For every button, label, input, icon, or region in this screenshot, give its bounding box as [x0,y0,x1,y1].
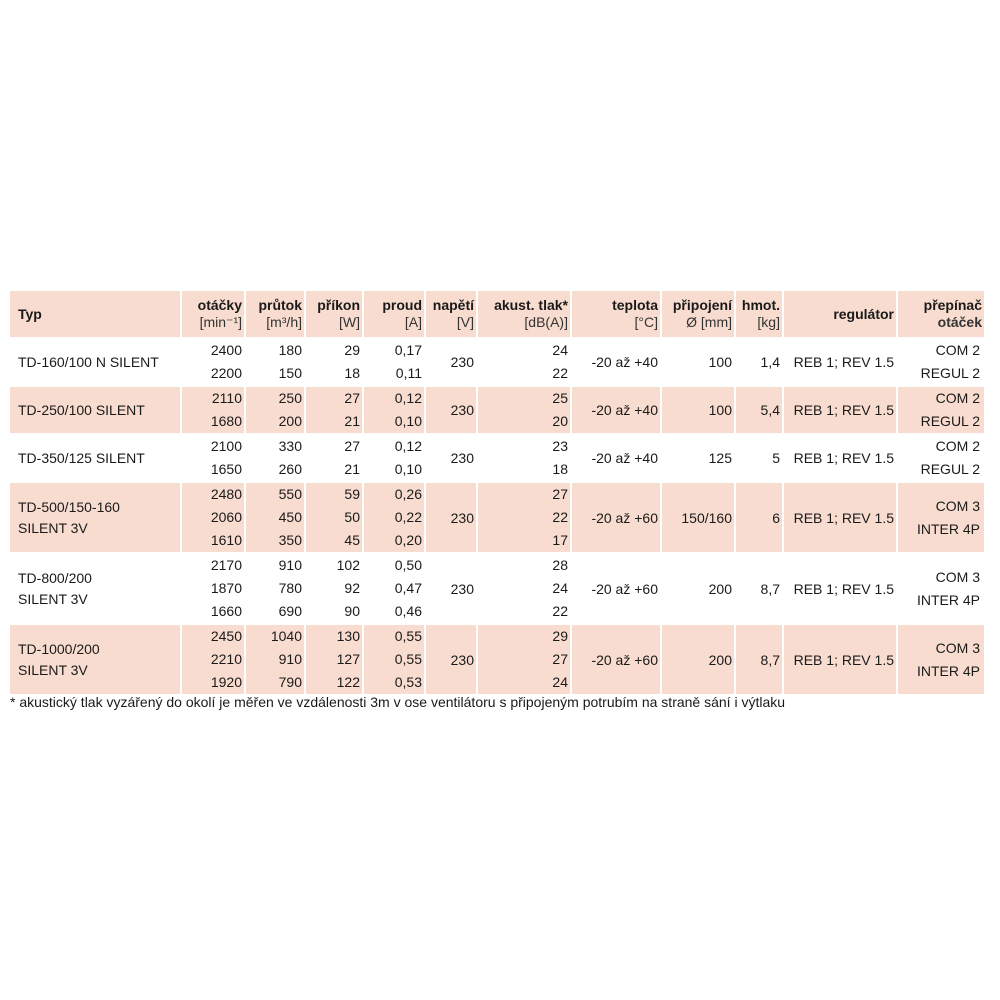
spec-table [8,289,986,696]
cell-prepinac [898,339,984,385]
cell-proud-line: 0,10 [394,461,422,477]
cell-teplota: -20 až +40 [591,450,658,466]
cell-prikon-line: 59 [344,486,360,502]
cell-tlak-line: 29 [552,628,568,644]
cell-proud-line: 0,10 [394,413,422,429]
column-header-label: hmot. [741,297,780,313]
cell-prikon-line: 130 [336,628,360,644]
cell-otacky-line: 2480 [210,486,242,502]
cell-proud [364,339,424,385]
cell-typ [10,339,180,385]
cell-otacky-line: 1610 [210,532,242,548]
cell-otacky-line: 2100 [210,438,242,454]
cell-tlak [478,483,570,552]
cell-prikon-line: 18 [344,365,360,381]
cell-otacky [182,483,244,552]
cell-tlak-line: 18 [552,461,568,477]
column-header-unit: [min⁻¹] [199,314,242,330]
table-row [10,435,984,481]
cell-typ-line: TD-500/150-160 [18,498,120,515]
cell-prikon [306,339,362,385]
cell-tlak-line: 17 [552,532,568,548]
cell-tlak-line: 27 [552,651,568,667]
cell-prikon-line: 90 [344,603,360,619]
table-row [10,554,984,623]
table-row [10,387,984,433]
column-header-prikon [306,291,362,337]
cell-prikon-line: 27 [344,438,360,454]
cell-proud [364,483,424,552]
cell-teplota: -20 až +60 [572,625,660,694]
table-header-row [10,291,984,337]
cell-prepinac-line: COM 3 [935,497,980,514]
cell-prutok-line: 450 [278,509,302,525]
cell-otacky-line: 1680 [210,413,242,429]
cell-typ [10,554,180,623]
cell-proud-line: 0,55 [394,651,422,667]
cell-proud-line: 0,12 [394,390,422,406]
cell-prutok-line: 690 [278,603,302,619]
cell-tlak [478,554,570,623]
cell-typ-line: TD-800/200 [18,569,92,586]
cell-proud [364,625,424,694]
cell-typ-line: SILENT 3V [18,661,88,678]
cell-pripojeni: 100 [708,354,732,370]
cell-prepinac-line: COM 2 [935,342,980,358]
cell-prutok-line: 200 [278,413,302,429]
column-header-unit: [°C] [634,314,658,330]
cell-napeti: 230 [450,450,474,466]
cell-prikon-line: 21 [344,413,360,429]
column-header-label: průtok [258,297,302,313]
cell-prutok-line: 350 [278,532,302,548]
column-header-unit: [dB(A)] [524,314,568,330]
cell-napeti: 230 [450,580,474,597]
cell-proud-line: 0,55 [394,628,422,644]
cell-prepinac [898,554,984,623]
column-header-label: regulátor [833,305,894,322]
cell-prikon-line: 122 [336,674,360,690]
cell-regulator: REB 1; REV 1.5 [793,580,894,597]
cell-prutok-line: 260 [278,461,302,477]
cell-teplota: -20 až +60 [591,580,658,597]
cell-proud-line: 0,20 [394,532,422,548]
cell-regulator: REB 1; REV 1.5 [793,354,894,370]
cell-prutok [246,339,304,385]
cell-otacky [182,554,244,623]
cell-typ-line: SILENT 3V [18,519,88,536]
column-header-label: příkon [317,297,360,313]
cell-tlak-line: 22 [552,509,568,525]
cell-typ-line: TD-1000/200 [18,640,100,657]
column-header-unit: Ø [mm] [686,314,732,330]
cell-pripojeni: 200 [662,625,734,694]
cell-prepinac-line: COM 2 [935,390,980,406]
cell-prutok [246,435,304,481]
cell-prepinac-line: INTER 4P [916,520,980,537]
cell-prepinac [898,483,984,552]
cell-tlak-line: 20 [552,413,568,429]
cell-proud-line: 0,22 [394,509,422,525]
cell-proud [364,554,424,623]
column-header-label: napětí [432,297,474,313]
cell-otacky-line: 1660 [210,603,242,619]
column-header-proud [364,291,424,337]
cell-otacky-line: 2400 [210,342,242,358]
cell-proud-line: 0,12 [394,438,422,454]
cell-prepinac-line: INTER 4P [916,591,980,608]
column-header-label: teplota [612,297,658,313]
cell-prepinac [898,625,984,694]
cell-otacky [182,625,244,694]
cell-pripojeni: 150/160 [662,483,734,552]
column-header-napeti [426,291,476,337]
table-body [10,339,984,694]
cell-regulator: REB 1; REV 1.5 [784,625,896,694]
cell-hmot: 8,7 [760,580,780,597]
cell-prepinac-line: REGUL 2 [920,413,980,429]
cell-regulator: REB 1; REV 1.5 [793,450,894,466]
cell-otacky [182,339,244,385]
cell-teplota: -20 až +40 [591,354,658,370]
footnote: * akustický tlak vyzářený do okolí je měřen ve vzdálenosti 3m v ose ventilátoru s připojeným potrubím na straně sání i výtlaku [10,694,786,710]
cell-prepinac-line: REGUL 2 [920,461,980,477]
cell-prikon-line: 102 [336,557,360,573]
column-header-unit: [A] [404,314,422,330]
cell-proud-line: 0,17 [394,342,422,358]
cell-prutok-line: 910 [278,557,302,573]
cell-prutok-line: 150 [278,365,302,381]
cell-prutok [246,483,304,552]
column-header-teplota [572,291,660,337]
column-header-regulator [784,291,896,337]
cell-otacky-line: 2200 [210,365,242,381]
cell-tlak-line: 27 [552,486,568,502]
cell-tlak-line: 25 [552,390,568,406]
cell-otacky-line: 2060 [210,509,242,525]
spec-table-container [10,289,984,696]
column-header-unit: otáček [937,314,982,330]
cell-typ-line: TD-250/100 SILENT [18,401,145,418]
cell-tlak [478,435,570,481]
cell-prutok [246,387,304,433]
cell-tlak [478,339,570,385]
cell-otacky-line: 2110 [211,390,242,406]
cell-prikon [306,554,362,623]
cell-proud-line: 0,50 [394,557,422,573]
cell-prepinac-line: COM 2 [935,438,980,454]
cell-prikon [306,387,362,433]
cell-tlak-line: 23 [552,438,568,454]
cell-proud-line: 0,11 [395,365,422,381]
cell-hmot: 8,7 [736,625,782,694]
cell-typ-line: TD-350/125 SILENT [18,449,145,466]
cell-hmot: 1,4 [760,354,780,370]
cell-prepinac-line: COM 3 [935,568,980,585]
cell-otacky-line: 1920 [210,674,242,690]
cell-prutok [246,625,304,694]
cell-typ [10,483,180,552]
cell-tlak-line: 28 [552,557,568,573]
cell-prutok-line: 780 [278,580,302,596]
table-row [10,483,984,552]
column-header-unit: [V] [456,314,474,330]
cell-otacky-line: 2450 [210,628,242,644]
cell-pripojeni: 125 [708,450,732,466]
cell-prepinac-line: INTER 4P [916,662,980,679]
cell-regulator: REB 1; REV 1.5 [784,483,896,552]
cell-prutok-line: 790 [278,674,302,690]
cell-prutok-line: 180 [278,342,302,358]
table-row [10,625,984,694]
cell-pripojeni: 200 [708,580,732,597]
cell-proud-line: 0,46 [394,603,422,619]
column-header-label: akust. tlak* [494,297,568,313]
cell-proud [364,387,424,433]
cell-prutok-line: 1040 [270,628,302,644]
cell-prutok-line: 550 [278,486,302,502]
cell-prepinac-line: REGUL 2 [920,365,980,381]
cell-prutok-line: 250 [278,390,302,406]
cell-otacky-line: 1650 [210,461,242,477]
cell-proud-line: 0,26 [394,486,422,502]
cell-typ-line: TD-160/100 N SILENT [18,353,159,370]
cell-prikon-line: 45 [344,532,360,548]
cell-otacky-line: 2170 [210,557,242,573]
cell-typ [10,625,180,694]
cell-tlak-line: 24 [552,674,568,690]
cell-hmot: 5,4 [736,387,782,433]
cell-otacky-line: 2210 [210,651,242,667]
cell-prutok [246,554,304,623]
column-header-label: přepínač [923,297,982,313]
cell-prikon-line: 127 [336,651,360,667]
cell-hmot: 5 [772,450,780,466]
column-header-tlak [478,291,570,337]
cell-prikon-line: 21 [344,461,360,477]
cell-otacky [182,435,244,481]
column-header-otacky [182,291,244,337]
column-header-prutok [246,291,304,337]
column-header-unit: [kg] [757,314,780,330]
cell-prepinac [898,387,984,433]
column-header-pripojeni [662,291,734,337]
cell-napeti: 230 [426,625,476,694]
cell-prepinac-line: COM 3 [935,639,980,656]
cell-typ [10,387,180,433]
cell-prikon [306,625,362,694]
cell-tlak-line: 22 [552,365,568,381]
column-header-label: Typ [18,305,42,322]
cell-tlak-line: 24 [552,342,568,358]
cell-tlak-line: 22 [552,603,568,619]
table-row [10,339,984,385]
cell-tlak [478,387,570,433]
column-header-unit: [W] [339,314,360,330]
cell-napeti: 230 [450,354,474,370]
cell-proud [364,435,424,481]
cell-teplota: -20 až +60 [572,483,660,552]
cell-prikon [306,435,362,481]
cell-prikon-line: 92 [344,580,360,596]
cell-prutok-line: 910 [278,651,302,667]
cell-typ [10,435,180,481]
cell-typ-line: SILENT 3V [18,590,88,607]
column-header-label: otáčky [197,297,242,313]
column-header-label: proud [382,297,422,313]
cell-proud-line: 0,47 [394,580,422,596]
column-header-typ [10,291,180,337]
cell-pripojeni: 100 [662,387,734,433]
cell-tlak [478,625,570,694]
cell-tlak-line: 24 [552,580,568,596]
cell-prepinac [898,435,984,481]
cell-prikon-line: 50 [344,509,360,525]
cell-teplota: -20 až +40 [572,387,660,433]
cell-prikon-line: 29 [344,342,360,358]
cell-prikon [306,483,362,552]
column-header-hmot [736,291,782,337]
cell-napeti: 230 [426,483,476,552]
column-header-unit: [m³/h] [266,314,302,330]
cell-proud-line: 0,53 [394,674,422,690]
cell-otacky [182,387,244,433]
cell-otacky-line: 1870 [210,580,242,596]
column-header-label: připojení [672,297,732,313]
cell-prutok-line: 330 [278,438,302,454]
cell-prikon-line: 27 [344,390,360,406]
cell-hmot: 6 [736,483,782,552]
column-header-prepinac [898,291,984,337]
cell-regulator: REB 1; REV 1.5 [784,387,896,433]
cell-napeti: 230 [426,387,476,433]
